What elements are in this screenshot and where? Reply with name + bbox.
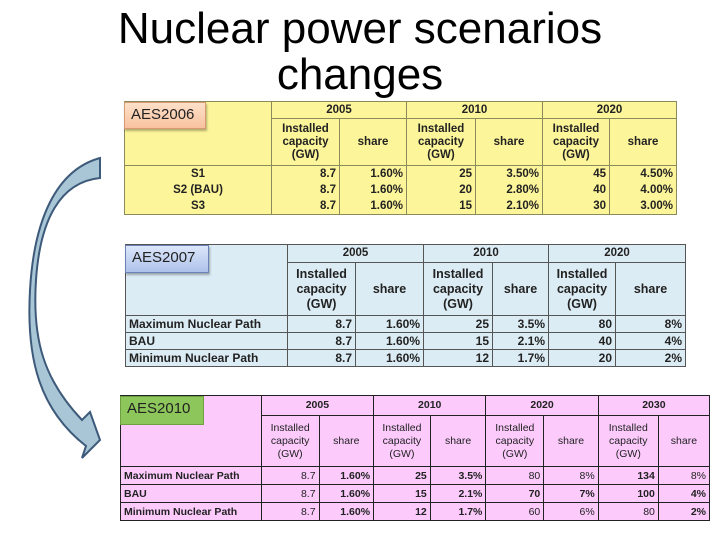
cell: 8.7 xyxy=(261,485,319,503)
table-aes2010 xyxy=(120,395,710,521)
cell: 1.60% xyxy=(319,485,373,503)
cell: 60 xyxy=(486,503,544,521)
year-header: 2030 xyxy=(598,396,709,416)
cell: 80 xyxy=(598,503,658,521)
table-row xyxy=(121,503,710,521)
version-tag-aes2010: AES2010 xyxy=(120,396,204,425)
cell: 8.7 xyxy=(288,333,356,350)
cell: 1.60% xyxy=(319,503,373,521)
year-header: 2010 xyxy=(407,102,543,119)
cell: 2.10% xyxy=(476,198,543,215)
table-row xyxy=(126,316,686,333)
capacity-header: Installed capacity (GW) xyxy=(374,416,431,467)
cell: 8.7 xyxy=(288,350,356,367)
cell: 30 xyxy=(543,198,610,215)
cell: 1.7% xyxy=(430,503,486,521)
cell: 1.60% xyxy=(340,182,407,198)
table-row xyxy=(125,182,677,198)
cell: 8% xyxy=(544,467,598,485)
row-label: Maximum Nuclear Path xyxy=(126,316,288,333)
cell: 40 xyxy=(549,333,616,350)
capacity-header: Installed capacity (GW) xyxy=(288,263,356,316)
cell: 6% xyxy=(544,503,598,521)
cell: 2% xyxy=(616,350,686,367)
share-header: share xyxy=(476,119,543,166)
capacity-header: Installed capacity (GW) xyxy=(598,416,658,467)
cell: 8% xyxy=(616,316,686,333)
share-header: share xyxy=(319,416,373,467)
cell: 3.50% xyxy=(476,166,543,183)
table-row xyxy=(125,198,677,215)
cell: 12 xyxy=(374,503,431,521)
year-header: 2010 xyxy=(374,396,486,416)
table-row xyxy=(121,467,710,485)
capacity-header: Installed capacity (GW) xyxy=(486,416,544,467)
cell: 80 xyxy=(486,467,544,485)
cell: 1.60% xyxy=(340,198,407,215)
share-header: share xyxy=(493,263,549,316)
share-header: share xyxy=(610,119,677,166)
cell: 25 xyxy=(407,166,476,183)
cell: 2% xyxy=(658,503,709,521)
cell: 2.1% xyxy=(430,485,486,503)
share-header: share xyxy=(544,416,598,467)
cell: 3.5% xyxy=(493,316,549,333)
year-header: 2020 xyxy=(486,396,598,416)
year-header: 2005 xyxy=(261,396,373,416)
year-header: 2010 xyxy=(424,245,549,263)
cell: 12 xyxy=(424,350,493,367)
table-row xyxy=(126,350,686,367)
share-header: share xyxy=(356,263,424,316)
cell: 80 xyxy=(549,316,616,333)
row-label: S3 xyxy=(125,198,272,215)
cell: 8.7 xyxy=(272,198,340,215)
cell: 1.60% xyxy=(319,467,373,485)
year-header: 2005 xyxy=(272,102,407,119)
cell: 3.5% xyxy=(430,467,486,485)
capacity-header: Installed capacity (GW) xyxy=(407,119,476,166)
row-label: Maximum Nuclear Path xyxy=(121,467,262,485)
cell: 45 xyxy=(543,166,610,183)
cell: 8.7 xyxy=(261,503,319,521)
share-header: share xyxy=(658,416,709,467)
capacity-header: Installed capacity (GW) xyxy=(424,263,493,316)
cell: 8.7 xyxy=(261,467,319,485)
cell: 8.7 xyxy=(288,316,356,333)
cell: 4.50% xyxy=(610,166,677,183)
cell: 15 xyxy=(374,485,431,503)
cell: 20 xyxy=(549,350,616,367)
table-aes2007 xyxy=(125,244,686,367)
row-label: BAU xyxy=(126,333,288,350)
cell: 1.60% xyxy=(340,166,407,183)
year-header: 2020 xyxy=(543,102,677,119)
share-header: share xyxy=(430,416,486,467)
slide-title: Nuclear power scenarios changes xyxy=(117,4,603,99)
cell: 8% xyxy=(658,467,709,485)
cell: 70 xyxy=(486,485,544,503)
version-tag-aes2006: AES2006 xyxy=(124,102,206,129)
cell: 25 xyxy=(424,316,493,333)
cell: 100 xyxy=(598,485,658,503)
year-header: 2020 xyxy=(549,245,686,263)
year-header: 2005 xyxy=(288,245,424,263)
cell: 1.60% xyxy=(356,350,424,367)
cell: 20 xyxy=(407,182,476,198)
capacity-header: Installed capacity (GW) xyxy=(261,416,319,467)
cell: 2.80% xyxy=(476,182,543,198)
table-row xyxy=(121,485,710,503)
cell: 4.00% xyxy=(610,182,677,198)
row-label: Minimum Nuclear Path xyxy=(121,503,262,521)
cell: 7% xyxy=(544,485,598,503)
table-row xyxy=(125,166,677,183)
cell: 40 xyxy=(543,182,610,198)
row-label: BAU xyxy=(121,485,262,503)
cell: 15 xyxy=(407,198,476,215)
cell: 25 xyxy=(374,467,431,485)
cell: 2.1% xyxy=(493,333,549,350)
capacity-header: Installed capacity (GW) xyxy=(549,263,616,316)
cell: 3.00% xyxy=(610,198,677,215)
cell: 1.60% xyxy=(356,333,424,350)
cell: 8.7 xyxy=(272,166,340,183)
version-tag-aes2007: AES2007 xyxy=(125,245,209,273)
cell: 4% xyxy=(658,485,709,503)
cell: 15 xyxy=(424,333,493,350)
cell: 8.7 xyxy=(272,182,340,198)
table-row xyxy=(126,333,686,350)
row-label: Minimum Nuclear Path xyxy=(126,350,288,367)
share-header: share xyxy=(616,263,686,316)
row-label: S1 xyxy=(125,166,272,183)
cell: 1.7% xyxy=(493,350,549,367)
table-aes2006 xyxy=(124,101,677,215)
cell: 4% xyxy=(616,333,686,350)
row-label: S2 (BAU) xyxy=(125,182,272,198)
cell: 1.60% xyxy=(356,316,424,333)
capacity-header: Installed capacity (GW) xyxy=(272,119,340,166)
share-header: share xyxy=(340,119,407,166)
curved-down-arrow-icon xyxy=(0,120,110,540)
capacity-header: Installed capacity (GW) xyxy=(543,119,610,166)
cell: 134 xyxy=(598,467,658,485)
